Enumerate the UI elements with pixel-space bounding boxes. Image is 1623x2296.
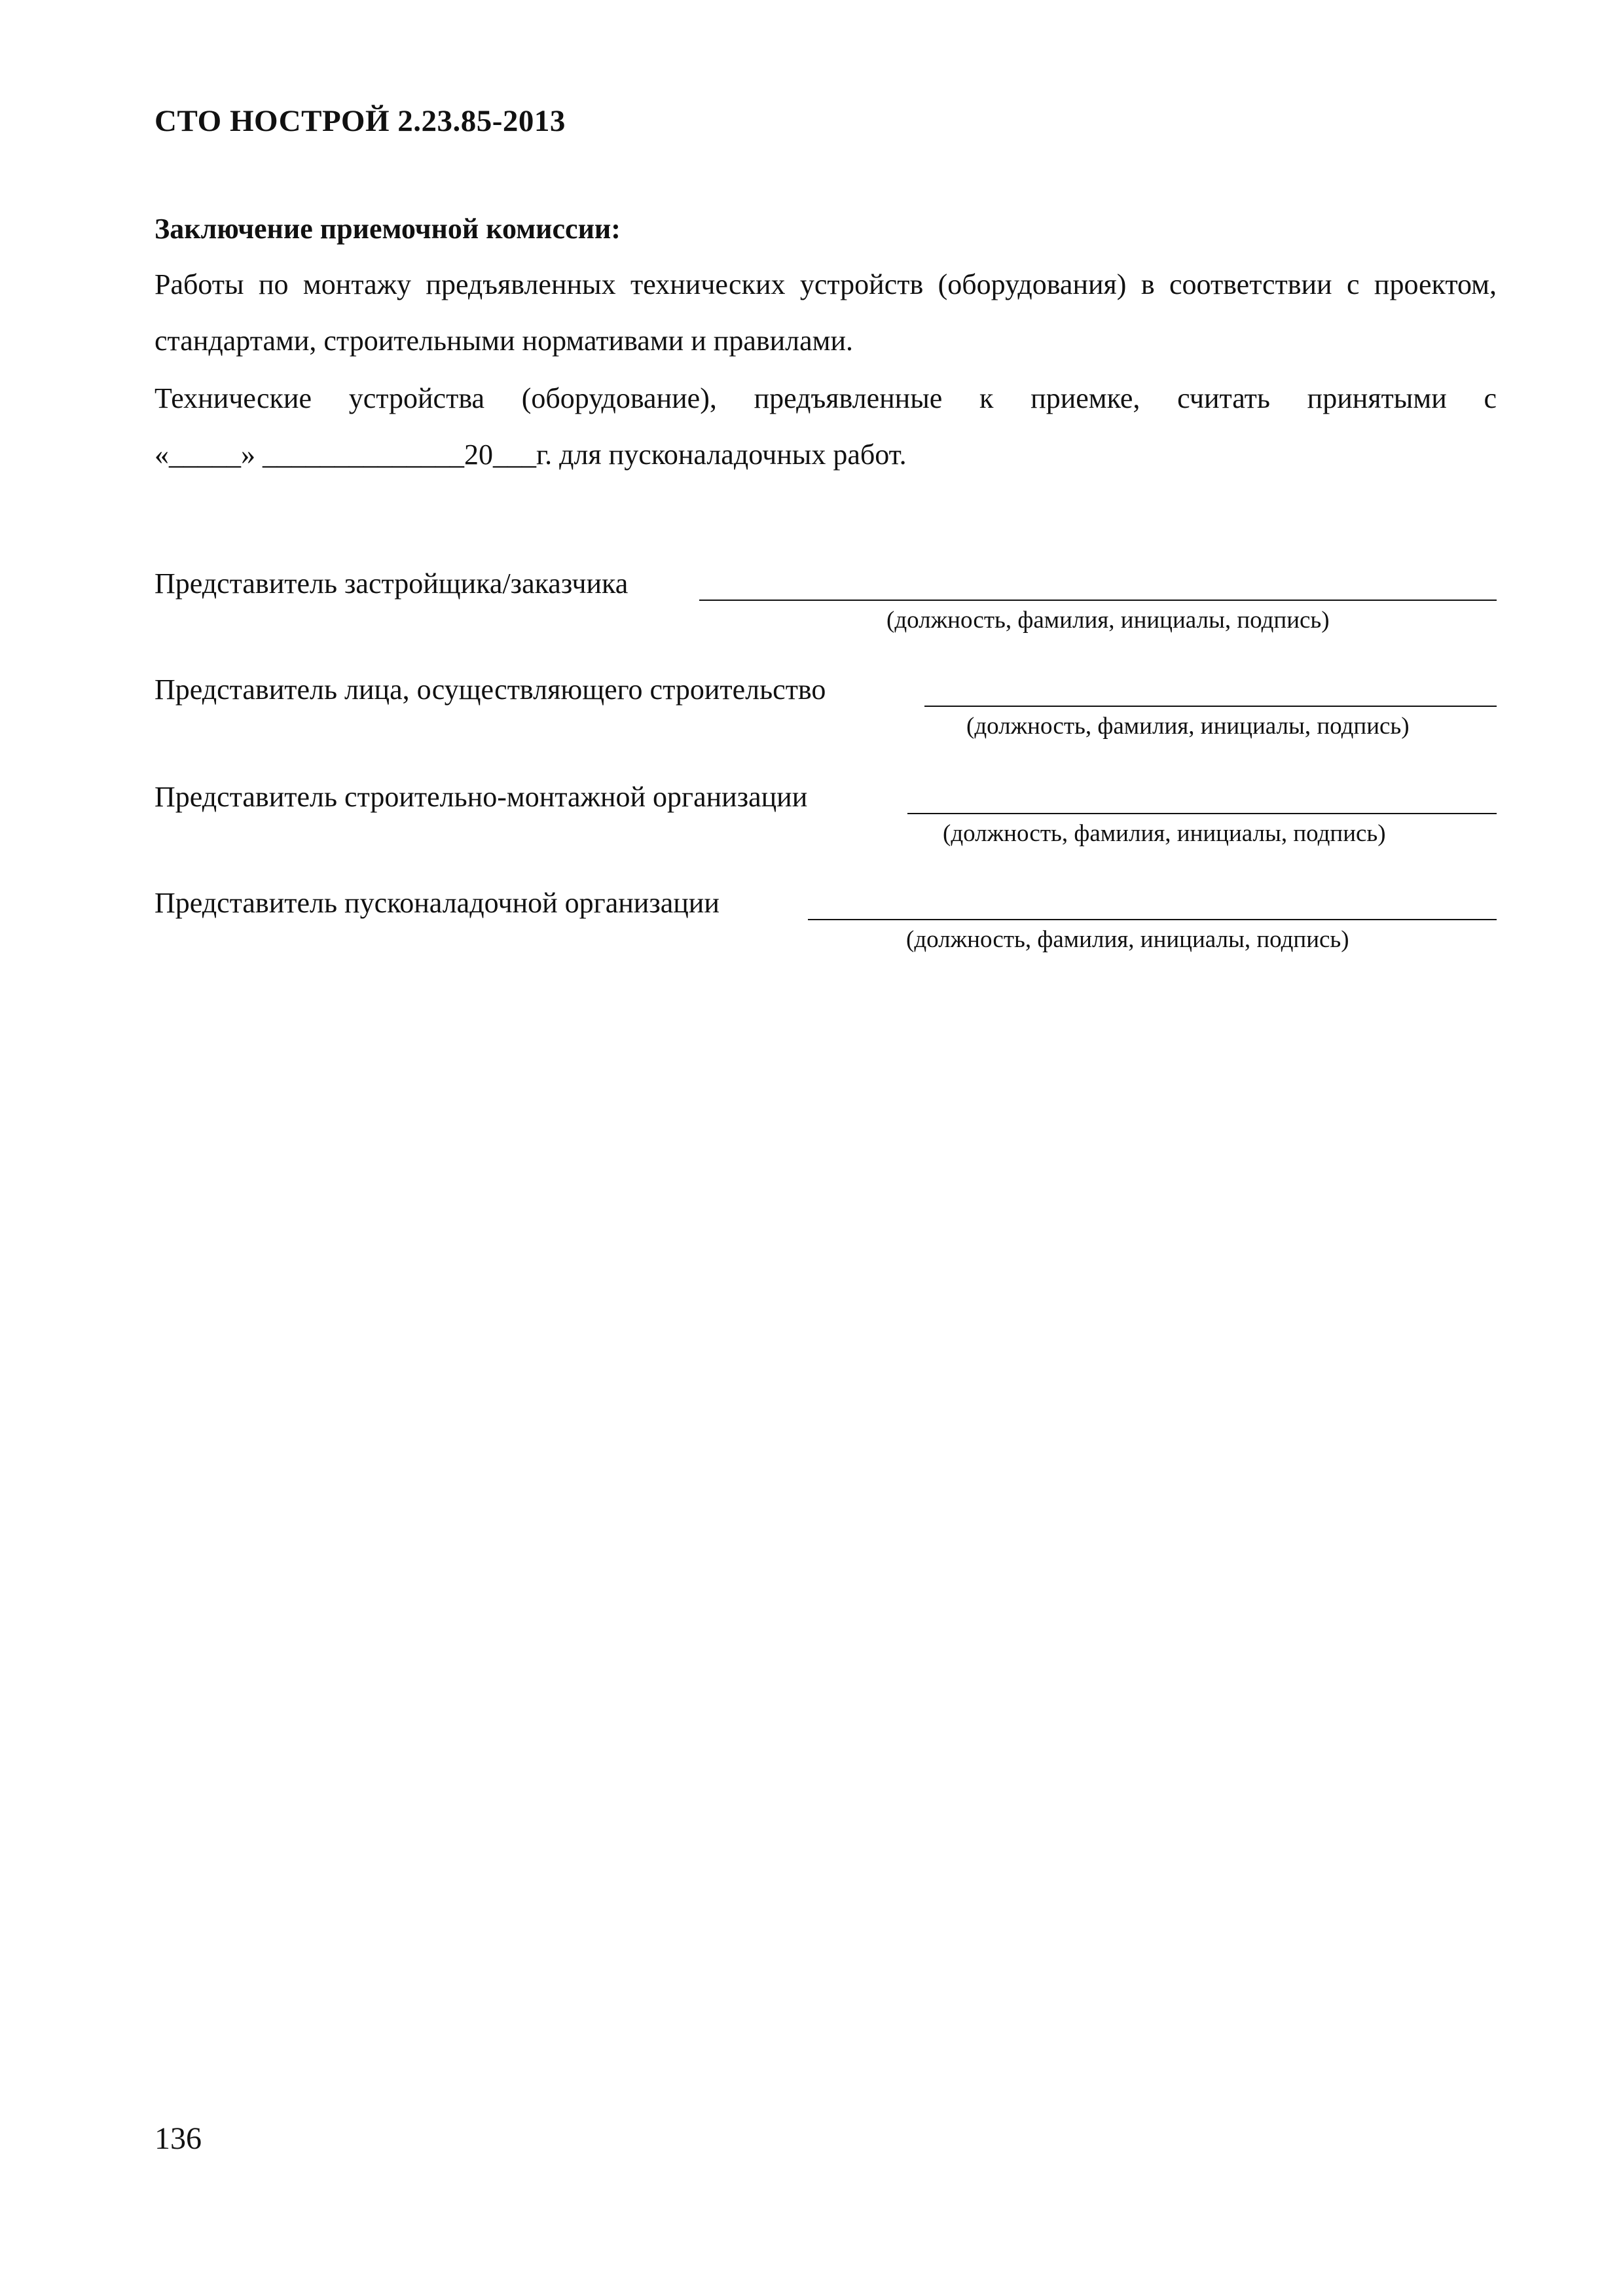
page-number: 136 [155, 2121, 202, 2156]
conclusion-paragraph-2-line-2: «_____» ______________20___г. для пусконаладочных работ. [155, 439, 907, 471]
signature-label: Представитель строительно-монтажной организации [155, 781, 808, 813]
signature-label: Представитель застройщика/заказчика [155, 567, 629, 600]
signature-label: Представитель пусконаладочной организации [155, 887, 720, 919]
signature-line [924, 706, 1497, 707]
conclusion-title: Заключение приемочной комиссии: [155, 213, 621, 245]
signature-caption: (должность, фамилия, инициалы, подпись) [906, 926, 1349, 953]
signature-caption: (должность, фамилия, инициалы, подпись) [886, 607, 1330, 634]
signature-installer [155, 780, 1497, 852]
signature-caption: (должность, фамилия, инициалы, подпись) [943, 820, 1386, 847]
signature-customer [155, 567, 1497, 639]
signature-label: Представитель лица, осуществляющего строительство [155, 673, 826, 706]
signature-builder [155, 673, 1497, 745]
signature-line [699, 600, 1497, 601]
signature-commissioning [155, 886, 1497, 958]
conclusion-paragraph-1: Работы по монтажу предъявленных технических устройств (оборудования) в соответствии с проектом, стандартами, строительными нормативами и правилами. [155, 268, 1497, 357]
conclusion-paragraph-2 [155, 370, 1497, 483]
conclusion-paragraph-2-line-1: Технические устройства (оборудование), предъявленные к приемке, считать принятыми с [155, 382, 1497, 414]
document-code: СТО НОСТРОЙ 2.23.85-2013 [155, 104, 566, 138]
signature-line [907, 813, 1497, 814]
signature-line [808, 919, 1497, 920]
signature-caption: (должность, фамилия, инициалы, подпись) [966, 713, 1410, 740]
